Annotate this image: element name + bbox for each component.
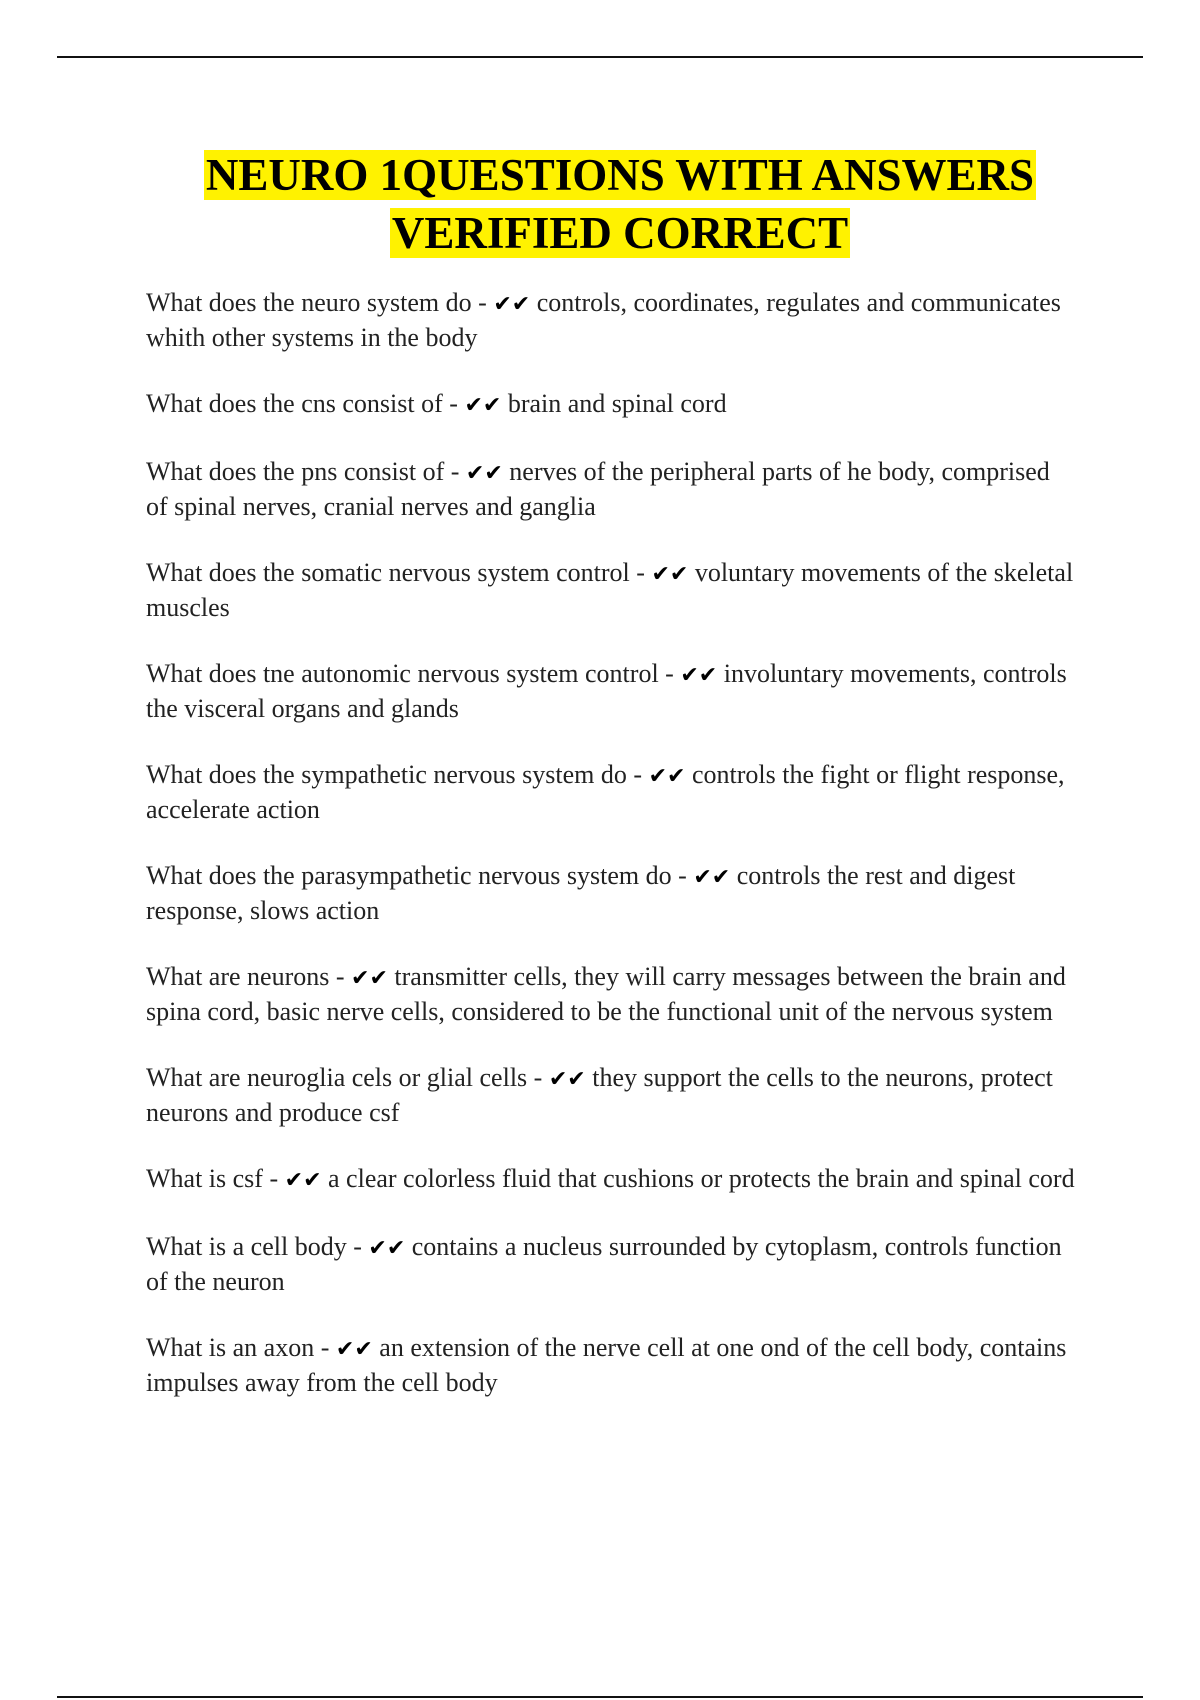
answer-text: transmitter cells, they will carry messages between the brain and spina cord, basic nerve cells, considered to be the functional unit of the nervous system (146, 962, 1066, 1026)
separator: - (471, 288, 494, 317)
separator: - (671, 861, 694, 890)
question-text: What does the parasympathetic nervous system do (146, 861, 672, 890)
separator: - (262, 1164, 285, 1193)
double-check-icon: ✔✔ (335, 1337, 373, 1362)
qa-item (146, 556, 1076, 624)
separator: - (444, 457, 466, 486)
separator: - (658, 659, 681, 688)
double-check-icon: ✔✔ (351, 966, 388, 991)
answer-text: controls the rest and digest response, slows action (146, 861, 1016, 925)
double-check-icon: ✔✔ (648, 764, 686, 789)
question-text: What is csf (146, 1164, 263, 1193)
separator: - (527, 1063, 549, 1092)
separator: - (442, 389, 465, 418)
answer-text: controls, coordinates, regulates and communicates whith other systems in the body (146, 288, 1061, 352)
question-text: What is a cell body (146, 1232, 347, 1261)
double-check-icon: ✔✔ (465, 461, 503, 486)
qa-item (146, 1230, 1076, 1298)
qa-item (146, 387, 1076, 422)
separator: - (626, 760, 649, 789)
qa-item (146, 657, 1076, 725)
qa-item (146, 286, 1076, 354)
question-text: What is an axon (146, 1333, 315, 1362)
double-check-icon: ✔✔ (368, 1236, 406, 1261)
question-text: What does the neuro system do (146, 288, 472, 317)
qa-item (146, 1162, 1076, 1197)
question-text: What does tne autonomic nervous system control (146, 659, 659, 688)
qa-item (146, 455, 1076, 523)
title-line-1: NEURO 1QUESTIONS WITH ANSWERS (205, 150, 1035, 200)
double-check-icon: ✔✔ (651, 562, 689, 587)
question-text: What are neurons (146, 962, 330, 991)
question-text: What does the cns consist of (146, 389, 443, 418)
separator: - (346, 1232, 369, 1261)
title-line-2: VERIFIED CORRECT (391, 208, 849, 258)
qa-item (146, 960, 1076, 1028)
page-title (60, 146, 1180, 262)
double-check-icon: ✔✔ (548, 1067, 586, 1092)
separator: - (329, 962, 352, 991)
separator: - (314, 1333, 336, 1362)
answer-text: an extension of the nerve cell at one ond of the cell body, contains impulses away from the cell body (146, 1333, 1067, 1397)
answer-text: nerves of the peripheral parts of he body, comprised of spinal nerves, cranial nerves and ganglia (146, 457, 1050, 521)
top-rule (57, 56, 1143, 58)
answer-text: they support the cells to the neurons, protect neurons and produce csf (146, 1063, 1053, 1127)
answer-text: brain and spinal cord (507, 389, 727, 418)
double-check-icon: ✔✔ (464, 393, 502, 418)
bottom-rule (57, 1696, 1143, 1698)
answer-text: controls the fight or flight response, accelerate action (146, 760, 1065, 824)
answer-text: voluntary movements of the skeletal muscles (146, 558, 1074, 622)
double-check-icon: ✔✔ (693, 865, 731, 890)
question-text: What does the pns consist of (146, 457, 445, 486)
qa-item (146, 1331, 1076, 1399)
answer-text: involuntary movements, controls the visceral organs and glands (146, 659, 1067, 723)
qa-list (146, 286, 1076, 1432)
double-check-icon: ✔✔ (284, 1168, 322, 1193)
qa-item (146, 758, 1076, 826)
answer-text: a clear colorless fluid that cushions or protects the brain and spinal cord (328, 1164, 1075, 1193)
answer-text: contains a nucleus surrounded by cytoplasm, controls function of the neuron (146, 1232, 1062, 1296)
qa-item (146, 859, 1076, 927)
question-text: What are neuroglia cels or glial cells (146, 1063, 528, 1092)
question-text: What does the somatic nervous system control (146, 558, 630, 587)
qa-item (146, 1061, 1076, 1129)
separator: - (629, 558, 652, 587)
double-check-icon: ✔✔ (680, 663, 718, 688)
question-text: What does the sympathetic nervous system do (146, 760, 627, 789)
double-check-icon: ✔✔ (493, 292, 531, 317)
